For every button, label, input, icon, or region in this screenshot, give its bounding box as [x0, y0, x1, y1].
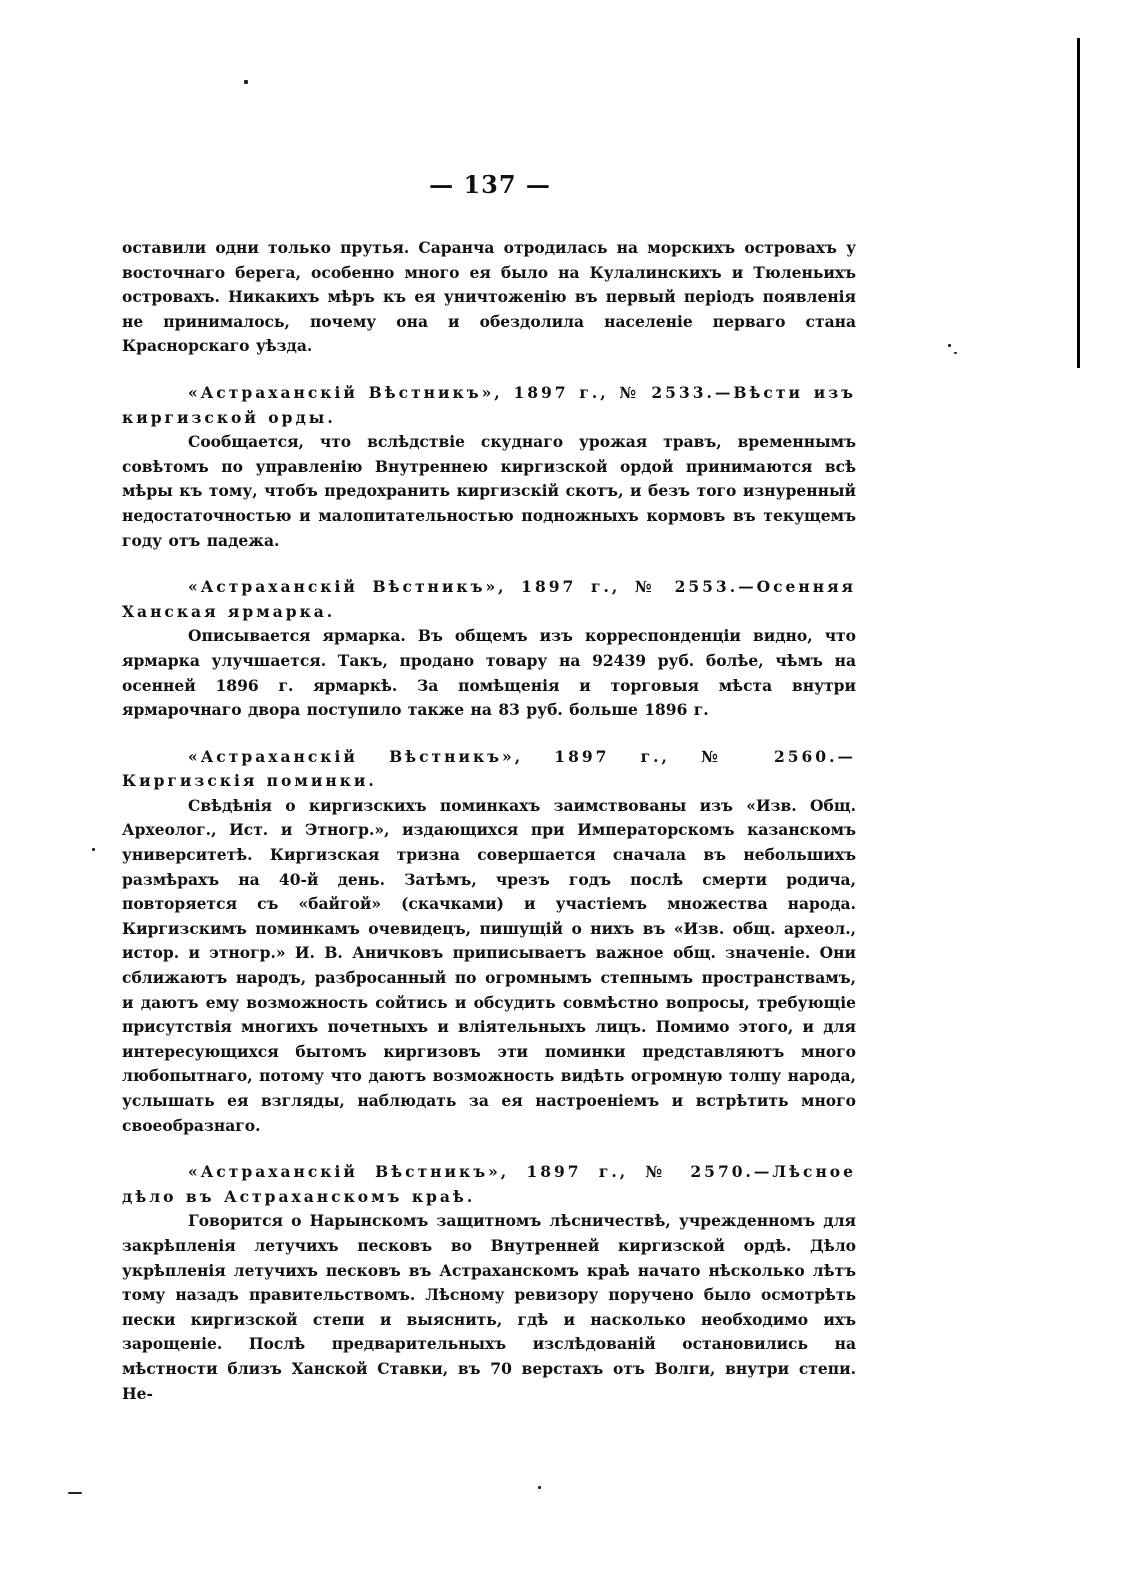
paragraph-khan-fair: Описывается ярмарка. Въ общемъ изъ корреспонденціи видно, что ярмарка улучшается. Такъ, продано товару на 92439 руб. болѣе, чѣмъ на осенней 1896 г. ярмаркѣ. За помѣщенія и торговыя мѣста внутри ярмарочнаго двора поступило также на 83 руб. больше 1896 г. — [122, 626, 856, 720]
print-speck — [244, 80, 248, 84]
source-citation-2553: «Астраханскій Вѣстникъ», 1897 г., № 2553.—Осенняя Ханская ярмарка. — [122, 577, 856, 621]
paragraph-kirghiz-memorial-feasts: Свѣдѣнія о киргизскихъ поминкахъ заимствованы изъ «Изв. Общ. Археолог., Ист. и Этногр.», издающихся при Императорскомъ казанскомъ университетѣ. Киргизская тризна совершается сначала въ небольшихъ размѣрахъ на 40-й день. Затѣмъ, чрезъ годъ послѣ смерти родича, повторяется съ «байгой» (скачками) и участіемъ множества народа. Киргизскимъ поминкамъ очевидецъ, пишущій о нихъ въ «Изв. общ. археол., истор. и этногр.» И. В. Аничковъ приписываетъ важное общ. значеніе. Они сближаютъ народъ, разбросанный по огромнымъ степнымъ пространствамъ, и даютъ ему возможность сойтись и обсудить совмѣстно вопросы, требующіе присутствія многихъ почетныхъ и вліятельныхъ лицъ. Помимо этого, и для интересующихся бытомъ киргизовъ эти поминки представляютъ много любопытнаго, потому что даютъ возможность видѣть огромную толпу народа, услышать ея взгляды, наблюдать за ея настроеніемъ и встрѣтить много своеобразнаго. — [122, 795, 856, 1135]
source-citation-2533: «Астраханскій Вѣстникъ», 1897 г., № 2533.—Вѣсти изъ киргизской орды. — [122, 382, 856, 427]
page-number: — 137 — — [429, 170, 551, 199]
body-text — [122, 236, 856, 1406]
source-citation-2570: «Астраханскій Вѣстникъ», 1897 г., № 2570.—Лѣсное дѣло въ Астраханскомъ краѣ. — [122, 1162, 856, 1206]
print-speck — [92, 848, 95, 851]
source-citation-2560: «Астраханскій Вѣстникъ», 1897 г., № 2560.—Киргизскія поминки. — [122, 746, 856, 791]
print-speck — [948, 344, 951, 347]
print-speck — [954, 352, 957, 354]
paragraph-locust-report: оставили одни только прутья. Саранча отродилась на морскихъ островахъ у восточнаго берега, особенно много ея было на Кулалинскихъ и Тюленьихъ островахъ. Никакихъ мѣръ къ ея уничтоженію въ первый періодъ появленія не принималось, почему она и обездолила населеніе перваго стана Краснорскаго уѣзда. — [122, 238, 856, 356]
paragraph-forestry: Говорится о Нарынскомъ защитномъ лѣсничествѣ, учрежденномъ для закрѣпленія летучихъ песковъ во Внутренней киргизской ордѣ. Дѣло укрѣпленія летучихъ песковъ въ Астраханскомъ краѣ начато нѣсколько лѣтъ тому назадъ правительствомъ. Лѣсному ревизору поручено было осмотрѣть пески киргизской степи и выяснить, гдѣ и насколько необходимо ихъ зарощеніе. Послѣ предварительныхъ изслѣдованій остановились на мѣстности близъ Ханской Ставки, въ 70 верстахъ отъ Волги, внутри степи. Не- — [122, 1211, 856, 1403]
paragraph-kirghiz-horde-news: Сообщается, что вслѣдствіе скуднаго урожая травъ, временнымъ совѣтомъ по управленію Внутреннею киргизской ордой принимаются всѣ мѣры къ тому, чтобъ предохранить киргизскій скотъ, и безъ того изнуренный недостаточностью и малопитательностью подножныхъ кормовъ въ текущемъ году отъ падежа. — [122, 432, 856, 550]
margin-rule — [1077, 38, 1080, 368]
print-speck — [538, 1486, 541, 1489]
print-speck — [68, 1492, 82, 1494]
